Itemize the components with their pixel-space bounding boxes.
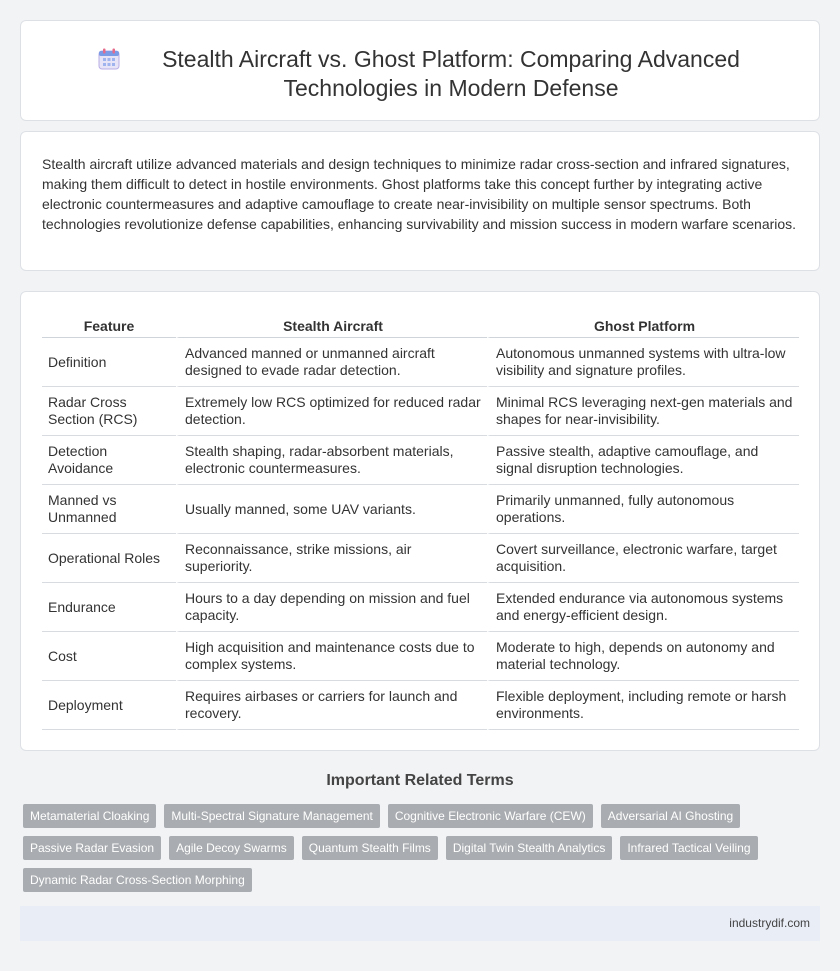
table-row	[42, 485, 799, 534]
intro-paragraph: Stealth aircraft utilize advanced materials and design techniques to minimize radar cross-section and infrared signatures, making them difficult to detect in hostile environments. Ghost platforms take this concept further by integrating active electronic countermeasures and adaptive camouflage to create near-invisibility on multiple sensor spectrums. Both technologies revolutionize defense capabilities, enhancing survivability and mission success in modern warfare scenarios.	[42, 156, 797, 232]
comparison-table-card	[20, 291, 820, 751]
ghost-cell: Extended endurance via autonomous systems and energy-efficient design.	[487, 583, 799, 632]
stealth-cell: Advanced manned or unmanned aircraft designed to evade radar detection.	[176, 338, 487, 387]
stealth-cell: Reconnaissance, strike missions, air superiority.	[176, 534, 487, 583]
calendar-icon	[97, 47, 121, 71]
table-header-row	[42, 316, 799, 338]
related-term-tag[interactable]: Digital Twin Stealth Analytics	[446, 836, 613, 860]
ghost-cell: Primarily unmanned, fully autonomous operations.	[487, 485, 799, 534]
feature-cell: Endurance	[42, 583, 176, 632]
table-row	[42, 436, 799, 485]
feature-cell: Manned vs Unmanned	[42, 485, 176, 534]
related-terms-title: Important Related Terms	[326, 772, 514, 789]
stealth-cell: Hours to a day depending on mission and fuel capacity.	[176, 583, 487, 632]
ghost-cell: Passive stealth, adaptive camouflage, and signal disruption technologies.	[487, 436, 799, 485]
related-term-tag[interactable]: Adversarial AI Ghosting	[601, 804, 740, 828]
related-term-tag[interactable]: Metamaterial Cloaking	[23, 804, 156, 828]
related-term-tag[interactable]: Agile Decoy Swarms	[169, 836, 294, 860]
stealth-cell: Usually manned, some UAV variants.	[176, 485, 487, 534]
stealth-cell: Extremely low RCS optimized for reduced radar detection.	[176, 387, 487, 436]
ghost-cell: Covert surveillance, electronic warfare, target acquisition.	[487, 534, 799, 583]
related-term-tag[interactable]: Cognitive Electronic Warfare (CEW)	[388, 804, 593, 828]
feature-cell: Detection Avoidance	[42, 436, 176, 485]
related-term-tag[interactable]: Multi-Spectral Signature Management	[164, 804, 379, 828]
feature-cell: Radar Cross Section (RCS)	[42, 387, 176, 436]
table-row	[42, 534, 799, 583]
related-term-tag[interactable]: Quantum Stealth Films	[302, 836, 438, 860]
table-row	[42, 387, 799, 436]
related-term-tag[interactable]: Passive Radar Evasion	[23, 836, 161, 860]
table-row	[42, 632, 799, 681]
table-row	[42, 681, 799, 730]
page-title: Stealth Aircraft vs. Ghost Platform: Comparing Advanced Technologies in Modern Defense	[162, 46, 740, 101]
stealth-cell: Requires airbases or carriers for launch and recovery.	[176, 681, 487, 730]
comparison-table	[42, 316, 799, 730]
footer	[20, 906, 820, 941]
header-card	[20, 20, 820, 121]
related-term-tag[interactable]: Dynamic Radar Cross-Section Morphing	[23, 868, 252, 892]
stealth-cell: High acquisition and maintenance costs due to complex systems.	[176, 632, 487, 681]
feature-cell: Cost	[42, 632, 176, 681]
ghost-cell: Moderate to high, depends on autonomy and material technology.	[487, 632, 799, 681]
feature-cell: Definition	[42, 338, 176, 387]
related-terms-list	[23, 804, 803, 892]
header-stealth-aircraft: Stealth Aircraft	[176, 316, 487, 338]
table-row	[42, 583, 799, 632]
stealth-cell: Stealth shaping, radar-absorbent materials, electronic countermeasures.	[176, 436, 487, 485]
header-feature: Feature	[42, 316, 176, 338]
ghost-cell: Minimal RCS leveraging next-gen materials and shapes for near-invisibility.	[487, 387, 799, 436]
ghost-cell: Flexible deployment, including remote or harsh environments.	[487, 681, 799, 730]
ghost-cell: Autonomous unmanned systems with ultra-low visibility and signature profiles.	[487, 338, 799, 387]
header-ghost-platform: Ghost Platform	[487, 316, 799, 338]
feature-cell: Deployment	[42, 681, 176, 730]
footer-site-link[interactable]: industrydif.com	[729, 916, 810, 930]
intro-card	[20, 131, 820, 271]
feature-cell: Operational Roles	[42, 534, 176, 583]
related-term-tag[interactable]: Infrared Tactical Veiling	[620, 836, 757, 860]
table-row	[42, 338, 799, 387]
